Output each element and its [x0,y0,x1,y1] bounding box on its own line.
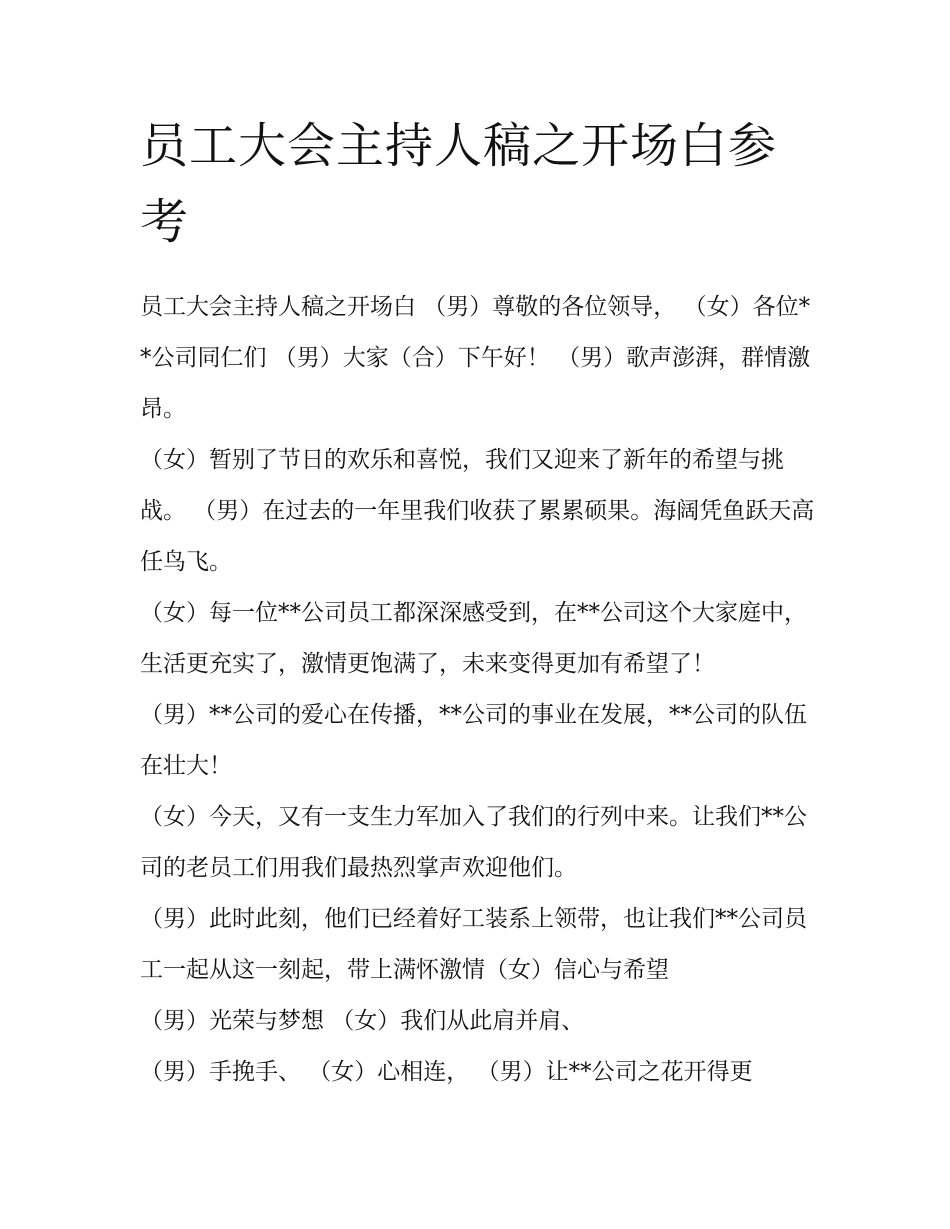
paragraph-5: （女）今天，又有一支生力军加入了我们的行列中来。让我们**公司的老员工们用我们最热烈掌声欢迎他们。 [140,804,807,881]
paragraph-3: （女）每一位**公司员工都深深感受到，在**公司这个大家庭中，生活更充实了，激情更饱满了，未来变得更加有希望了！ [140,600,807,677]
paragraph-4: （男）**公司的爱心在传播，**公司的事业在发展，**公司的队伍在壮大！ [140,702,807,779]
paragraph-8: （男）手挽手、 （女）心相连， （男）让**公司之花开得更 [140,1059,753,1085]
paragraph-1: 员工大会主持人稿之开场白 （男）尊敬的各位领导， （女）各位**公司同仁们 （男）大家（合）下午好！ （男）歌声澎湃，群情激昂。 [140,294,811,422]
document-page [140,108,820,1098]
paragraph-2: （女）暂别了节日的欢乐和喜悦，我们又迎来了新年的希望与挑战。 （男）在过去的一年里我们收获了累累硕果。海阔凭鱼跃天高任鸟飞。 [140,447,815,575]
document-title: 员工大会主持人稿之开场白参考 [140,118,778,250]
paragraph-6: （男）此时此刻，他们已经着好工装系上领带，也让我们**公司员工一起从这一刻起，带上满怀激情（女）信心与希望 [140,906,807,983]
paragraph-7: （男）光荣与梦想 （女）我们从此肩并肩、 [140,1008,585,1034]
